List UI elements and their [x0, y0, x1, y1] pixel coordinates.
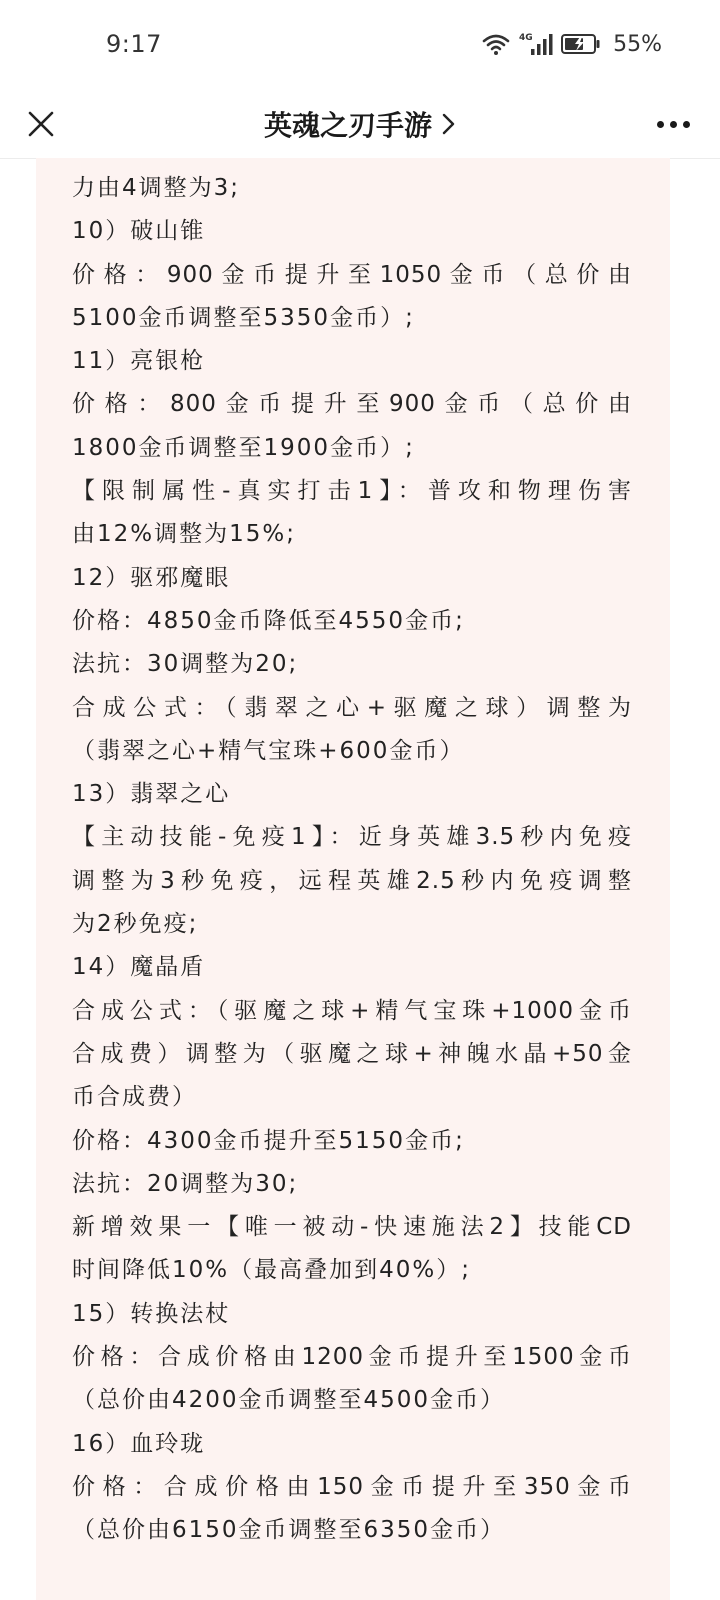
article-text-line: 价格：800金币提升至900金币（总价由 [72, 391, 632, 418]
article-text-line: 【主动技能-免疫1】：近身英雄3.5秒内免疫 [72, 824, 632, 851]
more-options-button[interactable] [648, 101, 698, 147]
article-text-line: 合成费）调整为（驱魔之球+神魄水晶+50金 [72, 1040, 632, 1067]
battery-icon [561, 33, 601, 55]
article-text-line: 价格：4300金币提升至5150金币; [72, 1127, 465, 1154]
article-text-line: （翡翠之心+精气宝珠+600金币） [72, 737, 465, 764]
article-text-line: 合成公式：（驱魔之球+精气宝珠+1000金币 [72, 997, 632, 1024]
network-type-label: 4G [519, 33, 533, 43]
article-text-line: （总价由4200金币调整至4500金币） [72, 1387, 506, 1414]
article-text-line: 新增效果一【唯一被动-快速施法2】技能CD [72, 1214, 632, 1241]
account-title-link[interactable] [0, 90, 720, 158]
article-text-line: 合成公式：（翡翠之心+驱魔之球）调整为 [72, 694, 632, 721]
article-text-line: 5100金币调整至5350金币）; [72, 304, 415, 331]
article-text-line: 由12%调整为15%; [72, 521, 296, 548]
article-text-line: 14）魔晶盾 [72, 954, 206, 981]
chevron-right-icon [442, 112, 456, 136]
article-text-line: 13）翡翠之心 [72, 781, 231, 808]
battery-percentage: 55% [613, 31, 662, 57]
more-icon-dot [683, 121, 690, 128]
article-text-line: 调整为3秒免疫，远程英雄2.5秒内免疫调整 [72, 867, 632, 894]
article-text-line: （总价由6150金币调整至6350金币） [72, 1517, 506, 1544]
article-text-line: 法抗：30调整为20; [72, 651, 299, 678]
article-text-line: 力由4调整为3; [72, 175, 241, 201]
page-title: 英魂之刃手游 [263, 109, 432, 142]
cellular-signal-icon [519, 31, 553, 57]
article-text-line: 16）血玲珑 [72, 1430, 206, 1457]
article-text-line: 12）驱邪魔眼 [72, 564, 231, 591]
wifi-icon [481, 32, 511, 56]
article-text-line: 价格：4850金币降低至4550金币; [72, 607, 465, 634]
article-body [72, 167, 632, 1553]
status-icons [481, 30, 662, 58]
article-text-line: 价格：合成价格由1200金币提升至1500金币 [72, 1344, 632, 1371]
article-text-line: 价格：合成价格由150金币提升至350金币 [72, 1473, 632, 1500]
more-icon-dot [670, 121, 677, 128]
article-text-line: 10）破山锥 [72, 218, 206, 245]
article-text-line: 价格：900金币提升至1050金币（总价由 [72, 261, 632, 288]
status-bar [0, 0, 720, 90]
article-text-line: 1800金币调整至1900金币）; [72, 434, 415, 461]
nav-bar [0, 90, 720, 159]
article-text-line: 11）亮银枪 [72, 348, 206, 375]
more-icon-dot [657, 121, 664, 128]
article-text-line: 15）转换法杖 [72, 1300, 231, 1327]
article-text-line: 法抗：20调整为30; [72, 1170, 299, 1197]
article-text-line: 币合成费） [72, 1084, 197, 1111]
article-text-line: 【限制属性-真实打击1】：普攻和物理伤害 [72, 478, 632, 505]
article-text-line: 为2秒免疫; [72, 911, 199, 938]
article-text-line: 时间降低10%（最高叠加到40%）; [72, 1257, 471, 1284]
status-time: 9:17 [106, 30, 162, 58]
